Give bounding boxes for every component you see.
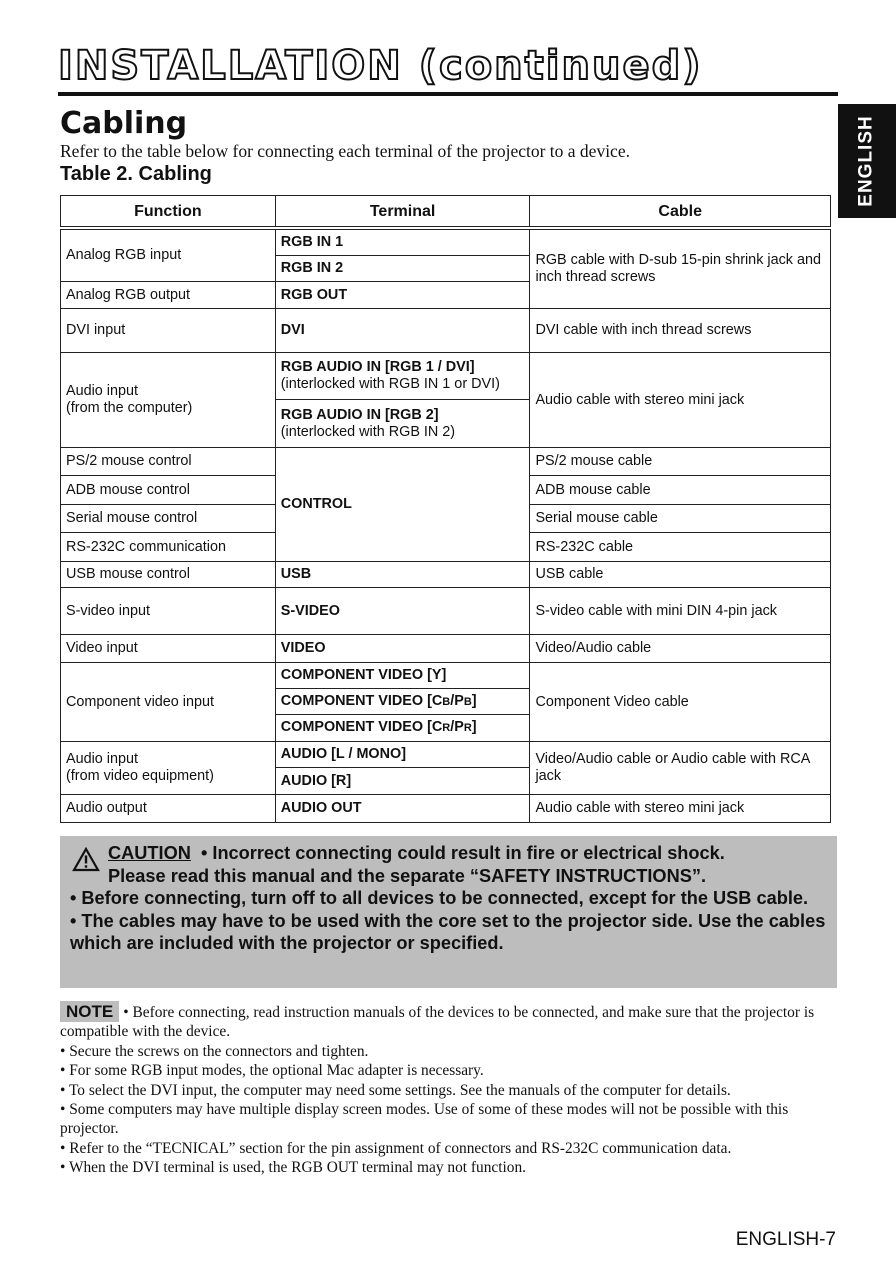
page-header bbox=[58, 40, 838, 96]
terminal-cell: DVI bbox=[275, 309, 530, 353]
function-subtext: (from the computer) bbox=[66, 400, 193, 416]
function-cell bbox=[61, 742, 276, 795]
function-text: Audio input bbox=[66, 383, 139, 399]
notes-section bbox=[60, 1001, 830, 1178]
cable-cell: Audio cable with stereo mini jack bbox=[530, 353, 831, 448]
function-text: Audio input bbox=[66, 751, 139, 767]
table-row bbox=[61, 635, 831, 663]
page-title: INSTALLATION (continued) bbox=[58, 43, 703, 89]
cable-cell: Audio cable with stereo mini jack bbox=[530, 795, 831, 823]
language-tab-label: ENGLISH bbox=[856, 115, 878, 207]
terminal-cell bbox=[275, 689, 530, 715]
terminal-cell: COMPONENT VIDEO [Y] bbox=[275, 663, 530, 689]
note-item: • When the DVI terminal is used, the RGB OUT terminal may not function. bbox=[60, 1159, 527, 1177]
table-row bbox=[61, 588, 831, 635]
function-cell: PS/2 mouse control bbox=[61, 448, 276, 476]
function-subtext: (from video equipment) bbox=[66, 768, 214, 784]
note-item: • Some computers may have multiple display screen modes. Use of some of these modes will not be possible with this projector. bbox=[60, 1101, 789, 1138]
table-row bbox=[61, 309, 831, 353]
terminal-subscript: R bbox=[463, 722, 472, 734]
terminal-cell bbox=[275, 715, 530, 742]
terminal-cell: AUDIO [R] bbox=[275, 768, 530, 795]
cable-cell: PS/2 mouse cable bbox=[530, 448, 831, 476]
column-header-cable: Cable bbox=[530, 196, 831, 227]
cable-cell: Video/Audio cable bbox=[530, 635, 831, 663]
terminal-cell: RGB IN 2 bbox=[275, 256, 530, 282]
terminal-cell: AUDIO [L / MONO] bbox=[275, 742, 530, 768]
terminal-cell: RGB IN 1 bbox=[275, 230, 530, 256]
warning-triangle-icon bbox=[72, 847, 100, 872]
note-item: • Refer to the “TECNICAL” section for the pin assignment of connectors and RS-232C communication data. bbox=[60, 1139, 732, 1157]
function-cell: Analog RGB output bbox=[61, 282, 276, 309]
terminal-note: (interlocked with RGB IN 1 or DVI) bbox=[280, 376, 500, 392]
terminal-note: (interlocked with RGB IN 2) bbox=[280, 423, 456, 440]
terminal-cell bbox=[275, 400, 530, 448]
table-title: Table 2. Cabling bbox=[60, 163, 212, 185]
terminal-cell: RGB OUT bbox=[275, 282, 530, 309]
caution-text: • Incorrect connecting could result in fire or electrical shock. bbox=[200, 843, 725, 863]
table-row bbox=[61, 353, 831, 400]
cable-cell: RS-232C cable bbox=[530, 533, 831, 562]
cable-cell: ADB mouse cable bbox=[530, 476, 831, 505]
cable-cell: Video/Audio cable or Audio cable with RCA jack bbox=[530, 742, 831, 795]
table-row bbox=[61, 663, 831, 689]
caution-line bbox=[70, 842, 827, 865]
terminal-text: /P bbox=[450, 719, 464, 735]
cable-cell: DVI cable with inch thread screws bbox=[530, 309, 831, 353]
caution-text: • The cables may have to be used with the core set to the projector side. Use the cables which are included with the projector or specified. bbox=[70, 910, 826, 953]
cable-cell: USB cable bbox=[530, 562, 831, 588]
cable-cell: Serial mouse cable bbox=[530, 505, 831, 533]
terminal-subscript: R bbox=[442, 722, 451, 734]
terminal-cell: USB bbox=[275, 562, 530, 588]
function-cell: Analog RGB input bbox=[61, 230, 276, 282]
table-row bbox=[61, 448, 831, 476]
terminal-text: COMPONENT VIDEO [C bbox=[280, 719, 443, 735]
terminal-cell: S-VIDEO bbox=[275, 588, 530, 635]
table-row bbox=[61, 795, 831, 823]
cabling-table bbox=[60, 195, 831, 823]
cable-cell: Component Video cable bbox=[530, 663, 831, 742]
terminal-text: RGB AUDIO IN [RGB 2] bbox=[280, 406, 439, 423]
language-tab bbox=[838, 104, 896, 218]
table-row bbox=[61, 230, 831, 256]
cable-cell: S-video cable with mini DIN 4-pin jack bbox=[530, 588, 831, 635]
terminal-cell: CONTROL bbox=[275, 448, 530, 562]
table-row bbox=[61, 742, 831, 768]
terminal-cell: AUDIO OUT bbox=[275, 795, 530, 823]
function-cell: Component video input bbox=[61, 663, 276, 742]
table-row bbox=[61, 562, 831, 588]
terminal-subscript: B bbox=[442, 695, 451, 708]
page-number: ENGLISH-7 bbox=[735, 1229, 836, 1250]
function-cell: ADB mouse control bbox=[61, 476, 276, 505]
function-cell: Audio output bbox=[61, 795, 276, 823]
note-item: • For some RGB input modes, the optional Mac adapter is necessary. bbox=[60, 1062, 484, 1080]
note-item: • To select the DVI input, the computer may need some settings. See the manuals of the computer for details. bbox=[60, 1081, 731, 1099]
function-cell: USB mouse control bbox=[61, 562, 276, 588]
caution-text: • Before connecting, turn off to all devices to be connected, except for the USB cable. bbox=[70, 888, 809, 908]
function-cell: DVI input bbox=[61, 309, 276, 353]
terminal-subscript: B bbox=[463, 695, 472, 708]
note-item: • Secure the screws on the connectors and tighten. bbox=[60, 1042, 369, 1060]
section-intro: Refer to the table below for connecting each terminal of the projector to a device. bbox=[60, 141, 630, 161]
caution-text: Please read this manual and the separate “SAFETY INSTRUCTIONS”. bbox=[108, 865, 706, 886]
terminal-cell bbox=[275, 353, 530, 400]
function-cell: Serial mouse control bbox=[61, 505, 276, 533]
terminal-text: COMPONENT VIDEO [C bbox=[280, 692, 443, 709]
terminal-cell: VIDEO bbox=[275, 635, 530, 663]
function-cell: RS-232C communication bbox=[61, 533, 276, 562]
function-cell: S-video input bbox=[61, 588, 276, 635]
terminal-text: ] bbox=[471, 719, 477, 735]
section-title: Cabling bbox=[60, 106, 188, 141]
note-text: • Before connecting, read instruction manuals of the devices to be connected, and make sure that the projector is compatible with the device. bbox=[60, 1004, 815, 1041]
function-cell: Video input bbox=[61, 635, 276, 663]
function-cell bbox=[61, 353, 276, 448]
terminal-text: ] bbox=[471, 692, 477, 709]
column-header-function: Function bbox=[61, 196, 276, 227]
note-label: NOTE bbox=[60, 1001, 119, 1022]
note-item bbox=[60, 1001, 830, 1042]
column-header-terminal: Terminal bbox=[275, 196, 530, 227]
caution-label: CAUTION bbox=[108, 843, 191, 863]
caution-box bbox=[60, 836, 837, 988]
terminal-text: /P bbox=[450, 692, 464, 709]
cable-cell: RGB cable with D-sub 15-pin shrink jack and inch thread screws bbox=[530, 230, 831, 309]
terminal-text: RGB AUDIO IN [RGB 1 / DVI] bbox=[280, 359, 475, 375]
table-header-row bbox=[61, 196, 831, 227]
